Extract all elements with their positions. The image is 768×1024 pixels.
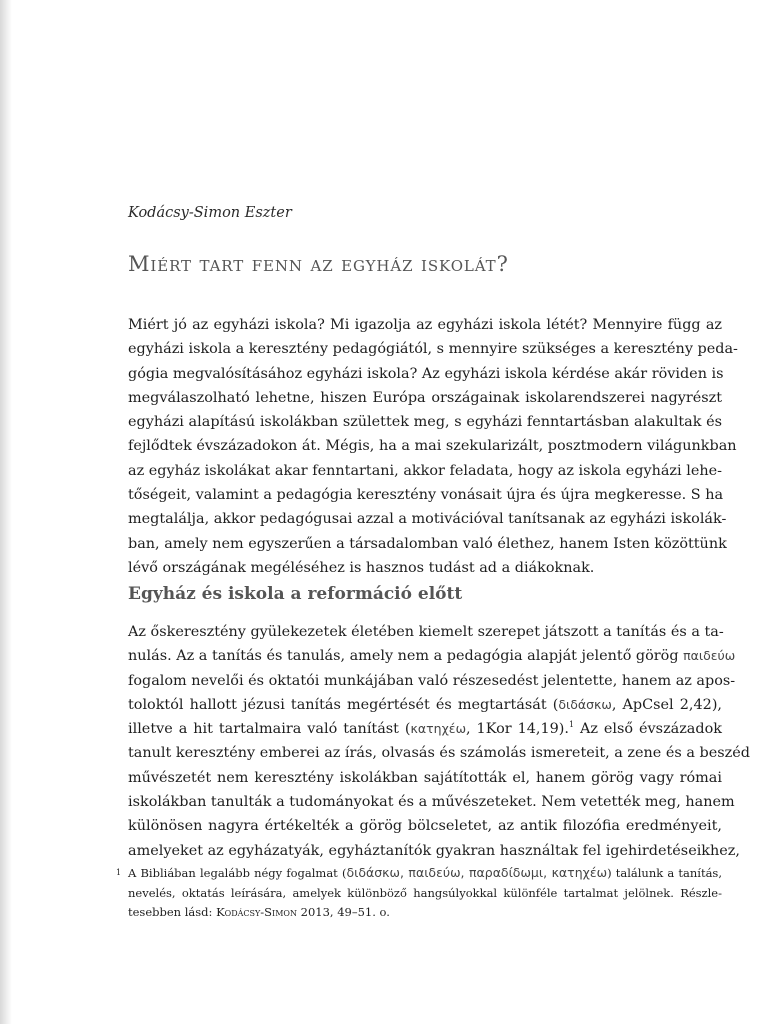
article-title: Miért tart fenn az egyház iskolát? [128,252,509,276]
footnote-mark: 1 [116,868,122,877]
paragraph-line: fejlődtek évszázadokon át. Mégis, ha a mai szekularizált, posztmodern világunkban [128,438,737,455]
paragraph-text: nulás. Az a tanítás és tanulás, amely nem a pedagógia alapját jelentő görög [128,648,679,665]
footnote-line [128,863,722,884]
paragraph-line: gógia megvalósításához egyházi iskola? Az egyházi iskola kérdése akár röviden is [128,365,724,382]
paragraph-line: tanult keresztény emberei az írás, olvasás és számolás ismereteit, a zene és a beszéd [128,745,750,762]
footnote-reference[interactable]: 1 [568,720,575,730]
paragraph-line: egyházi alapítású iskolákban születtek meg, s egyházi fenntartásban alakultak és [128,414,722,431]
paragraph-line: ban, amely nem egyszerűen a társadalomban való élethez, hanem Isten közöttünk [128,535,727,552]
paragraph-line: Miért jó az egyházi iskola? Mi igazolja az egyházi iskola létét? Mennyire függ az [128,317,722,333]
paragraph-text: , ApCsel 2,42), [611,696,723,713]
page-binding-shadow [0,0,12,1024]
footnote-text: 2013, 49–51. o. [296,905,390,919]
footnote-text: tesebben lásd: [128,905,217,919]
paragraph-line: megválaszolható lehetne, hiszen Európa országainak iskolarendszerei nagyrészt [128,389,722,406]
paragraph-line: az egyház iskolákat akar fenntartani, akkor feladata, hogy az iskola egyházi lehe- [128,462,722,479]
paragraph-line [128,644,736,668]
paragraph-line: művészetét nem keresztény iskolákban sajátították el, hanem görög vagy római [128,769,722,786]
section-heading: Egyház és iskola a reformáció előtt [128,584,463,604]
paragraph-line: amelyeket az egyházatyák, egyháztanítók gyakran használtak fel igehirdetéseikhez, [128,842,740,859]
paragraph-text: toloktól hallott jézusi tanítás megértését és megtartását ( [128,696,559,713]
footnote [116,863,722,923]
section-paragraph [128,620,750,863]
paragraph-line: fogalom nevelői és oktatói munkájában való részesedést jelentette, hanem az apos- [128,672,736,689]
paragraph-line: különösen nagyra értékelték a görög bölcseletet, az antik filozófia eredményeit, [128,818,722,835]
author-name: Kodácsy-Simon Eszter [128,205,292,221]
greek-term: διδάσκω [558,696,612,712]
paragraph-line: iskolákban tanulták a tudományokat és a művészeteket. Nem vetették meg, hanem [128,794,735,811]
paragraph-line [128,717,722,741]
footnote-text: A Bibliában legalább négy fogalmat ( [128,866,347,880]
paragraph-line: Az őskeresztény gyülekezetek életében kiemelt szerepet játszott a tanítás és a ta- [128,624,724,640]
greek-term: παιδεύω [683,648,736,664]
footnote-line [128,903,722,923]
reference-author: Kodácsy-Simon [216,905,297,919]
intro-paragraph [128,313,738,580]
paragraph-text: , 1Kor 14,19). [466,721,569,738]
paragraph-line: egyházi iskola a keresztény pedagógiától, s mennyire szükséges a keresztény peda- [128,341,738,358]
footnote-text: ) találunk a tanítás, [607,866,722,880]
greek-term: κατηχέω [410,721,467,737]
paragraph-line: lévő országának megéléséhez is hasznos tudást ad a diákoknak. [128,559,595,576]
greek-terms: διδάσκω, παιδεύω, παραδίδωμι, κατηχέω [346,865,608,880]
paragraph-line: tőségeit, valamint a pedagógia keresztény vonásait újra és újra megkeresse. S ha [128,487,724,504]
footnote-line: nevelés, oktatás leírására, amelyek különböző hangsúlyokkal különféle tartalmat jelölnek. Részle- [128,885,722,900]
paragraph-line: megtalálja, akkor pedagógusai azzal a motivációval tanítsanak az egyházi iskolák- [128,511,727,528]
paragraph-line [128,693,722,717]
paragraph-text: illetve a hit tartalmaira való tanítást ( [128,721,411,738]
paragraph-text: Az első évszázadok [574,721,722,738]
